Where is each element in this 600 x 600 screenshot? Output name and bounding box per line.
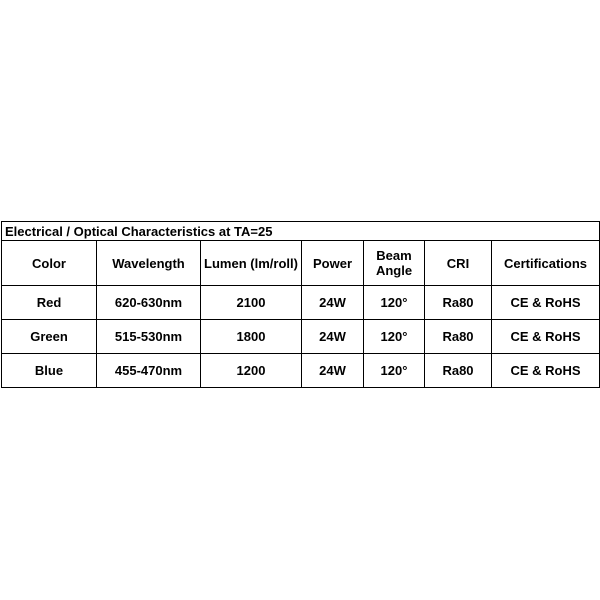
- cell-cri: Ra80: [425, 286, 492, 320]
- cell-beam-angle: 120°: [364, 286, 425, 320]
- table-row-red: [2, 286, 600, 320]
- cell-color: Red: [2, 286, 97, 320]
- table-title: Electrical / Optical Characteristics at TA=25: [2, 222, 600, 241]
- header-cri: CRI: [425, 241, 492, 286]
- header-wavelength: Wavelength: [97, 241, 201, 286]
- header-lumen: Lumen (lm/roll): [201, 241, 302, 286]
- cell-lumen: 2100: [201, 286, 302, 320]
- header-beam-line1: Beam: [376, 248, 412, 263]
- table-row-blue: [2, 354, 600, 388]
- cell-power: 24W: [302, 354, 364, 388]
- cell-cri: Ra80: [425, 320, 492, 354]
- cell-beam-angle: 120°: [364, 320, 425, 354]
- cell-certifications: CE & RoHS: [492, 286, 600, 320]
- cell-color: Green: [2, 320, 97, 354]
- characteristics-table: [1, 221, 600, 388]
- header-certifications: Certifications: [492, 241, 600, 286]
- cell-wavelength: 515-530nm: [97, 320, 201, 354]
- table-row-green: [2, 320, 600, 354]
- header-color: Color: [2, 241, 97, 286]
- cell-wavelength: 455-470nm: [97, 354, 201, 388]
- cell-lumen: 1800: [201, 320, 302, 354]
- cell-certifications: CE & RoHS: [492, 354, 600, 388]
- cell-certifications: CE & RoHS: [492, 320, 600, 354]
- cell-cri: Ra80: [425, 354, 492, 388]
- header-power: Power: [302, 241, 364, 286]
- header-beam-line2: Angle: [375, 263, 413, 278]
- header-row: [2, 241, 600, 286]
- cell-beam-angle: 120°: [364, 354, 425, 388]
- cell-wavelength: 620-630nm: [97, 286, 201, 320]
- cell-color: Blue: [2, 354, 97, 388]
- cell-power: 24W: [302, 286, 364, 320]
- header-beam-angle: [364, 241, 425, 286]
- cell-lumen: 1200: [201, 354, 302, 388]
- cell-power: 24W: [302, 320, 364, 354]
